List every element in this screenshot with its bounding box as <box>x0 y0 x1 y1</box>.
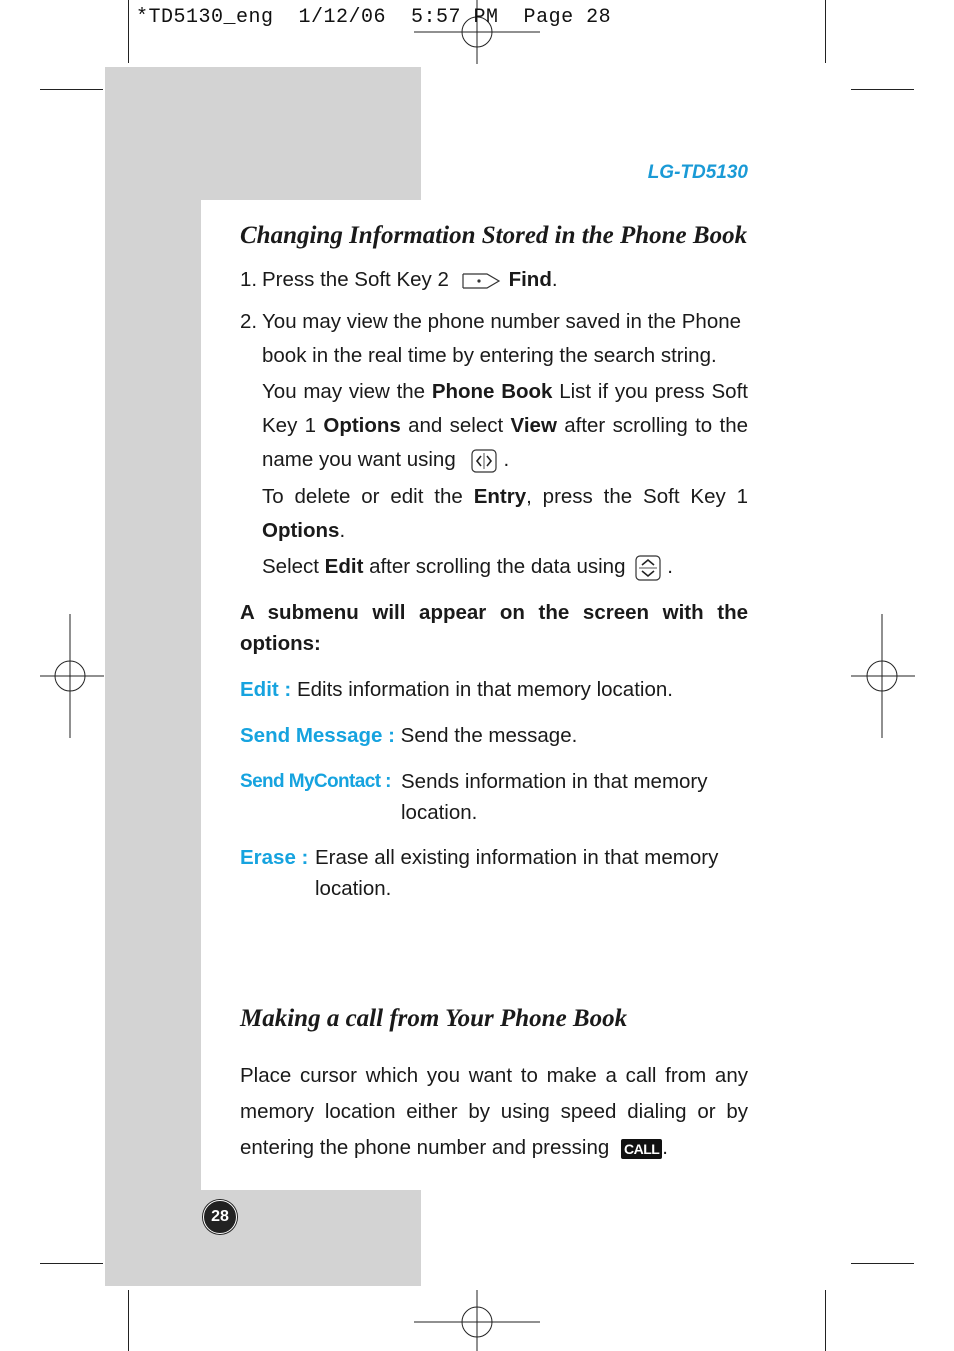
text: To delete or edit the <box>262 485 474 508</box>
step-1-text: Press the Soft Key 2 <box>262 268 449 291</box>
step-text: You may view the phone number saved in the Phone book in the real time by entering the search string. <box>262 310 742 367</box>
section-title: Making a call from Your Phone Book <box>240 1005 628 1032</box>
gray-panel-top <box>105 67 421 200</box>
step-number: 2. <box>240 310 258 333</box>
bold-text: Edit <box>324 555 364 578</box>
option-desc: Erase all existing information in that memory location. <box>315 846 719 900</box>
print-slug: *TD5130_eng 1/12/06 5:57 PM Page 28 <box>136 6 612 29</box>
paragraph-select <box>262 550 748 584</box>
crop-mark <box>40 89 103 90</box>
find-label: Find <box>508 268 552 291</box>
option-label: Edit : <box>240 678 292 701</box>
step-number: 1. <box>240 268 258 291</box>
text: after scrolling to the name you want using <box>262 414 749 471</box>
model-name: LG-TD5130 <box>647 162 748 183</box>
text: You may view the <box>262 380 432 403</box>
option-label: Send Message : <box>240 724 395 747</box>
crop-mark <box>128 1290 129 1351</box>
call-key-icon: CALL <box>621 1139 662 1159</box>
bold-text: Options <box>323 414 401 437</box>
registration-mark-icon <box>851 614 915 738</box>
crop-mark <box>825 0 826 63</box>
punct: . <box>667 555 673 578</box>
crop-mark <box>40 1263 103 1264</box>
option-desc: Send the message. <box>400 724 578 747</box>
crop-mark <box>851 89 914 90</box>
punct: . <box>662 1136 668 1159</box>
text: , press the Soft Key 1 <box>526 485 748 508</box>
bold-text: Phone Book <box>431 380 553 403</box>
option-desc: Edits information in that memory location. <box>296 678 673 701</box>
text: List if you press Soft Key 1 <box>262 380 748 437</box>
left-right-nav-icon <box>471 449 497 473</box>
gray-panel-left <box>105 200 201 1286</box>
paragraph-call <box>240 1058 748 1166</box>
section-title: Changing Information Stored in the Phone Book <box>240 222 748 249</box>
page-number: 28 <box>203 1200 237 1234</box>
submenu-intro: A submenu will appear on the screen with the options: <box>240 601 748 655</box>
crop-mark <box>128 0 129 63</box>
paragraph-view <box>262 375 748 477</box>
crop-mark <box>825 1290 826 1351</box>
text: Select <box>262 555 325 578</box>
punct: . <box>551 268 558 291</box>
gray-panel-bottom <box>105 1190 421 1286</box>
text: after scrolling the data using <box>363 555 626 578</box>
paragraph-delete <box>262 480 748 548</box>
step-1 <box>240 268 748 300</box>
step-text <box>262 268 748 292</box>
punct: . <box>503 448 510 471</box>
option-label: Send MyContact : <box>240 771 391 792</box>
up-down-nav-icon <box>635 555 661 581</box>
soft-key-2-icon <box>461 272 501 290</box>
crop-mark <box>851 1263 914 1264</box>
option-edit <box>240 674 748 705</box>
registration-mark-icon <box>414 1290 540 1351</box>
text: and select <box>400 414 511 437</box>
option-label: Erase : <box>240 846 309 869</box>
option-desc: Sends information in that memory location. <box>401 770 708 824</box>
bold-text: Options <box>262 519 340 542</box>
registration-mark-icon <box>40 614 104 738</box>
bold-text: Entry <box>473 485 527 508</box>
text: . <box>339 519 346 542</box>
option-send-message <box>240 720 748 751</box>
step-2 <box>240 305 748 375</box>
bold-text: View <box>510 414 557 437</box>
text: Place cursor which you want to make a call from any memory location either by using speed dialing or by entering the phone number and pressing <box>240 1064 748 1159</box>
